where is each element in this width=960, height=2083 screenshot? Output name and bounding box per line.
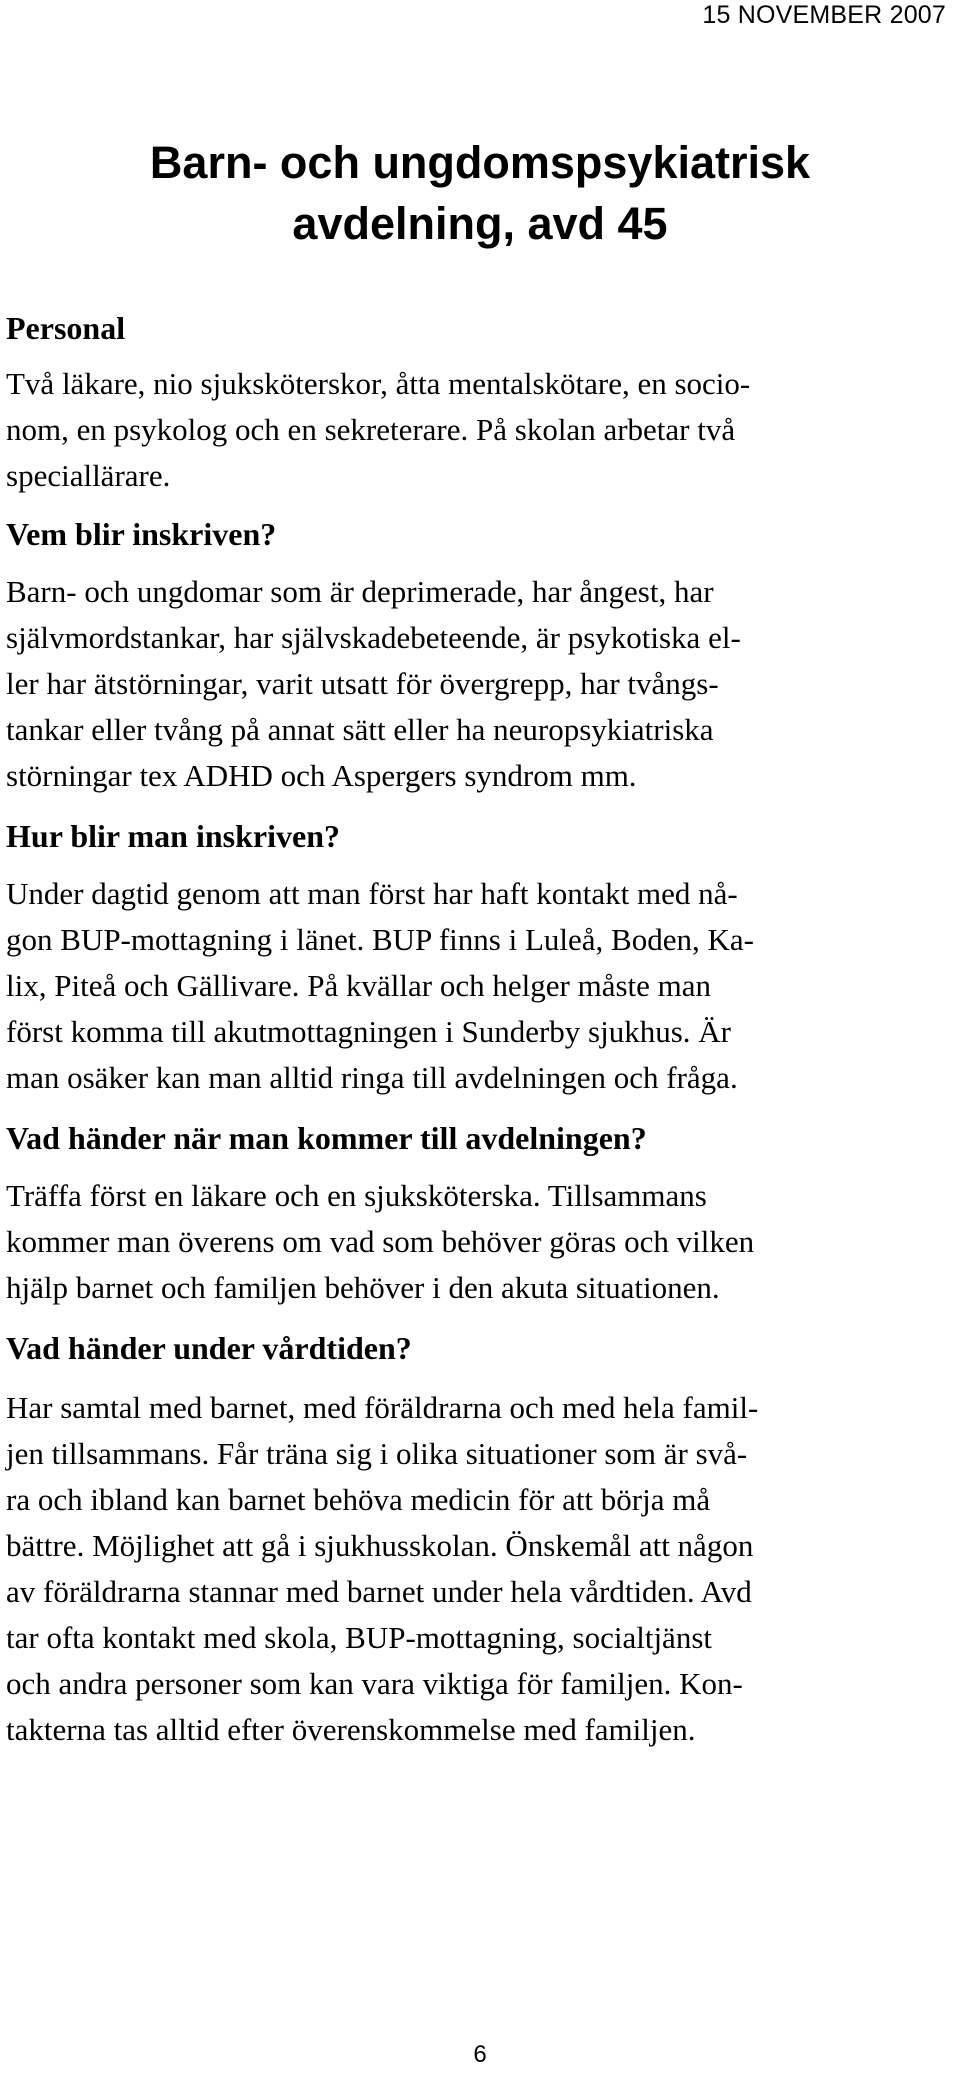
page-title-line-2: avdelning, avd 45	[292, 198, 668, 249]
text-line: bättre. Möjlighet att gå i sjukhusskolan. Önskemål att någon	[6, 1528, 754, 1563]
text-line: störningar tex ADHD och Aspergers syndrom mm.	[6, 758, 637, 793]
text-line: kommer man överens om vad som behöver göras och vilken	[6, 1224, 755, 1259]
text-line: hjälp barnet och familjen behöver i den akuta situationen.	[6, 1270, 720, 1305]
text-line: och andra personer som kan vara viktiga för familjen. Kon-	[6, 1666, 743, 1701]
text-line: Träffa först en läkare och en sjuksköterska. Tillsammans	[6, 1178, 707, 1213]
text-line: man osäker kan man alltid ringa till avdelningen och fråga.	[6, 1060, 738, 1095]
paragraph-how-admitted	[6, 871, 954, 1101]
text-line: takterna tas alltid efter överenskommelse med familjen.	[6, 1712, 696, 1747]
page-number: 6	[473, 2041, 487, 2068]
page-date: 15 NOVEMBER 2007	[702, 1, 946, 29]
heading-how-admitted: Hur blir man inskriven?	[6, 818, 340, 854]
text-line: tankar eller tvång på annat sätt eller ha neuropsykiatriska	[6, 712, 714, 747]
paragraph-who-is-admitted	[6, 569, 954, 799]
text-line: Har samtal med barnet, med föräldrarna och med hela famil-	[6, 1390, 759, 1425]
page-title	[0, 132, 960, 254]
heading-arrival-at-ward: Vad händer när man kommer till avdelningen?	[6, 1120, 647, 1156]
text-line: lix, Piteå och Gällivare. På kvällar och helger måste man	[6, 968, 712, 1003]
paragraph-personal	[6, 361, 954, 499]
page-title-line-1: Barn- och ungdomspsykiatrisk	[149, 137, 811, 188]
text-line: ra och ibland kan barnet behöva medicin för att börja må	[6, 1482, 711, 1517]
text-line: först komma till akutmottagningen i Sunderby sjukhus. Är	[6, 1014, 731, 1049]
text-line: tar ofta kontakt med skola, BUP-mottagning, socialtjänst	[6, 1620, 712, 1655]
heading-who-is-admitted: Vem blir inskriven?	[6, 516, 277, 552]
text-line: speciallärare.	[6, 458, 171, 493]
text-line: Under dagtid genom att man först har haft kontakt med nå-	[6, 876, 738, 911]
heading-personal: Personal	[6, 310, 126, 346]
text-line: nom, en psykolog och en sekreterare. På skolan arbetar två	[6, 412, 736, 447]
text-line: ler har ätstörningar, varit utsatt för övergrepp, har tvångs-	[6, 666, 719, 701]
paragraph-during-care	[6, 1385, 954, 1753]
text-line: självmordstankar, har självskadebeteende, är psykotiska el-	[6, 620, 741, 655]
paragraph-arrival-at-ward	[6, 1173, 954, 1311]
text-line: jen tillsammans. Får träna sig i olika situationer som är svå-	[6, 1436, 748, 1471]
document-body	[6, 305, 954, 1753]
text-line: av föräldrarna stannar med barnet under hela vårdtiden. Avd	[6, 1574, 752, 1609]
text-line: gon BUP-mottagning i länet. BUP finns i Luleå, Boden, Ka-	[6, 922, 754, 957]
heading-during-care: Vad händer under vårdtiden?	[6, 1330, 412, 1366]
text-line: Två läkare, nio sjuksköterskor, åtta mentalskötare, en socio-	[6, 366, 751, 401]
text-line: Barn- och ungdomar som är deprimerade, har ångest, har	[6, 574, 714, 609]
